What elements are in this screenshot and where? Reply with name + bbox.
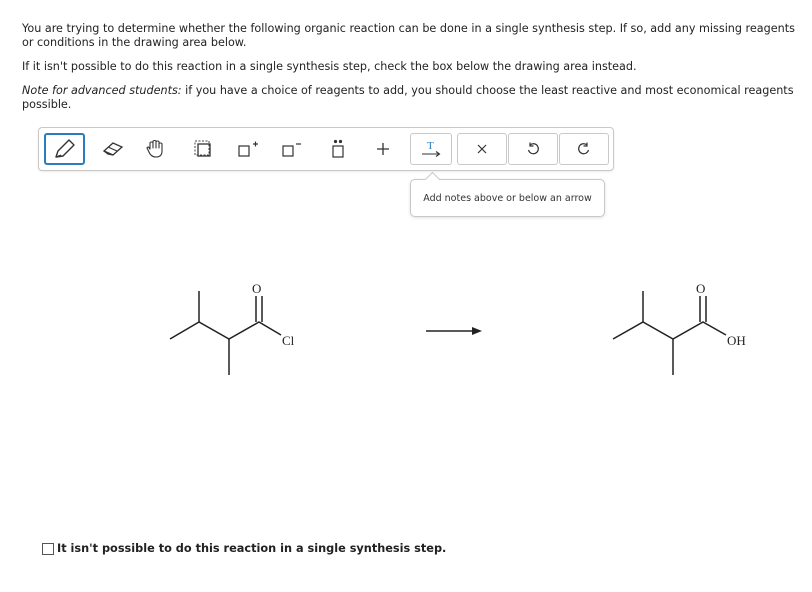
drawing-toolbar [38, 127, 614, 171]
reactant-molecule [170, 291, 281, 375]
pencil-icon [53, 138, 77, 160]
reactant-chlorine-label: Cl [282, 333, 295, 348]
product-hydroxyl-label: OH [727, 333, 746, 348]
reactant-oxygen-label: O [252, 281, 262, 296]
select-tool-button[interactable] [191, 133, 215, 165]
lone-pair-icon [329, 138, 347, 160]
redo-button[interactable] [559, 133, 609, 165]
select-box-icon [193, 139, 213, 159]
advanced-note [22, 84, 802, 111]
close-icon [475, 142, 489, 156]
undo-icon [525, 141, 541, 157]
not-possible-label: It isn't possible to do this reaction in a single synthesis step. [57, 542, 447, 555]
add-plus-tool-button[interactable] [373, 133, 393, 165]
reaction-arrow [426, 327, 482, 335]
not-possible-checkbox[interactable] [42, 543, 54, 555]
negative-charge-icon [280, 139, 304, 159]
pencil-tool-button[interactable] [44, 133, 85, 165]
plus-icon [375, 141, 391, 157]
hand-icon [145, 139, 167, 159]
eraser-tool-button[interactable] [97, 133, 129, 165]
clear-button[interactable] [457, 133, 507, 165]
eraser-icon [101, 140, 125, 158]
advanced-note-prefix: Note for advanced students: [22, 84, 182, 97]
svg-text:T: T [427, 140, 434, 152]
redo-icon [576, 141, 592, 157]
hand-tool-button[interactable] [141, 133, 171, 165]
tooltip-pointer [425, 172, 441, 188]
advanced-note-text: if you have a choice of reagents to add, you should choose the least reactive and most economical reagents possible. [22, 84, 794, 111]
tooltip-text: Add notes above or below an arrow [423, 192, 592, 204]
product-molecule [613, 291, 726, 375]
not-possible-option[interactable] [42, 542, 446, 555]
instruction-text: You are trying to determine whether the following organic reaction can be done in a single synthesis step. If so, add any missing reagents or conditions in the drawing area below. [22, 22, 795, 49]
undo-button[interactable] [508, 133, 558, 165]
instruction-text-2: If it isn't possible to do this reaction in a single synthesis step, check the box below the drawing area instead. [22, 60, 637, 73]
product-oxygen-label: O [696, 281, 706, 296]
text-arrow-icon [417, 137, 445, 161]
arrow-note-tooltip [410, 179, 605, 217]
arrow-note-tool-button[interactable] [410, 133, 452, 165]
negative-charge-tool-button[interactable] [279, 133, 305, 165]
lone-pair-tool-button[interactable] [327, 133, 349, 165]
positive-charge-icon [236, 139, 260, 159]
positive-charge-tool-button[interactable] [235, 133, 261, 165]
